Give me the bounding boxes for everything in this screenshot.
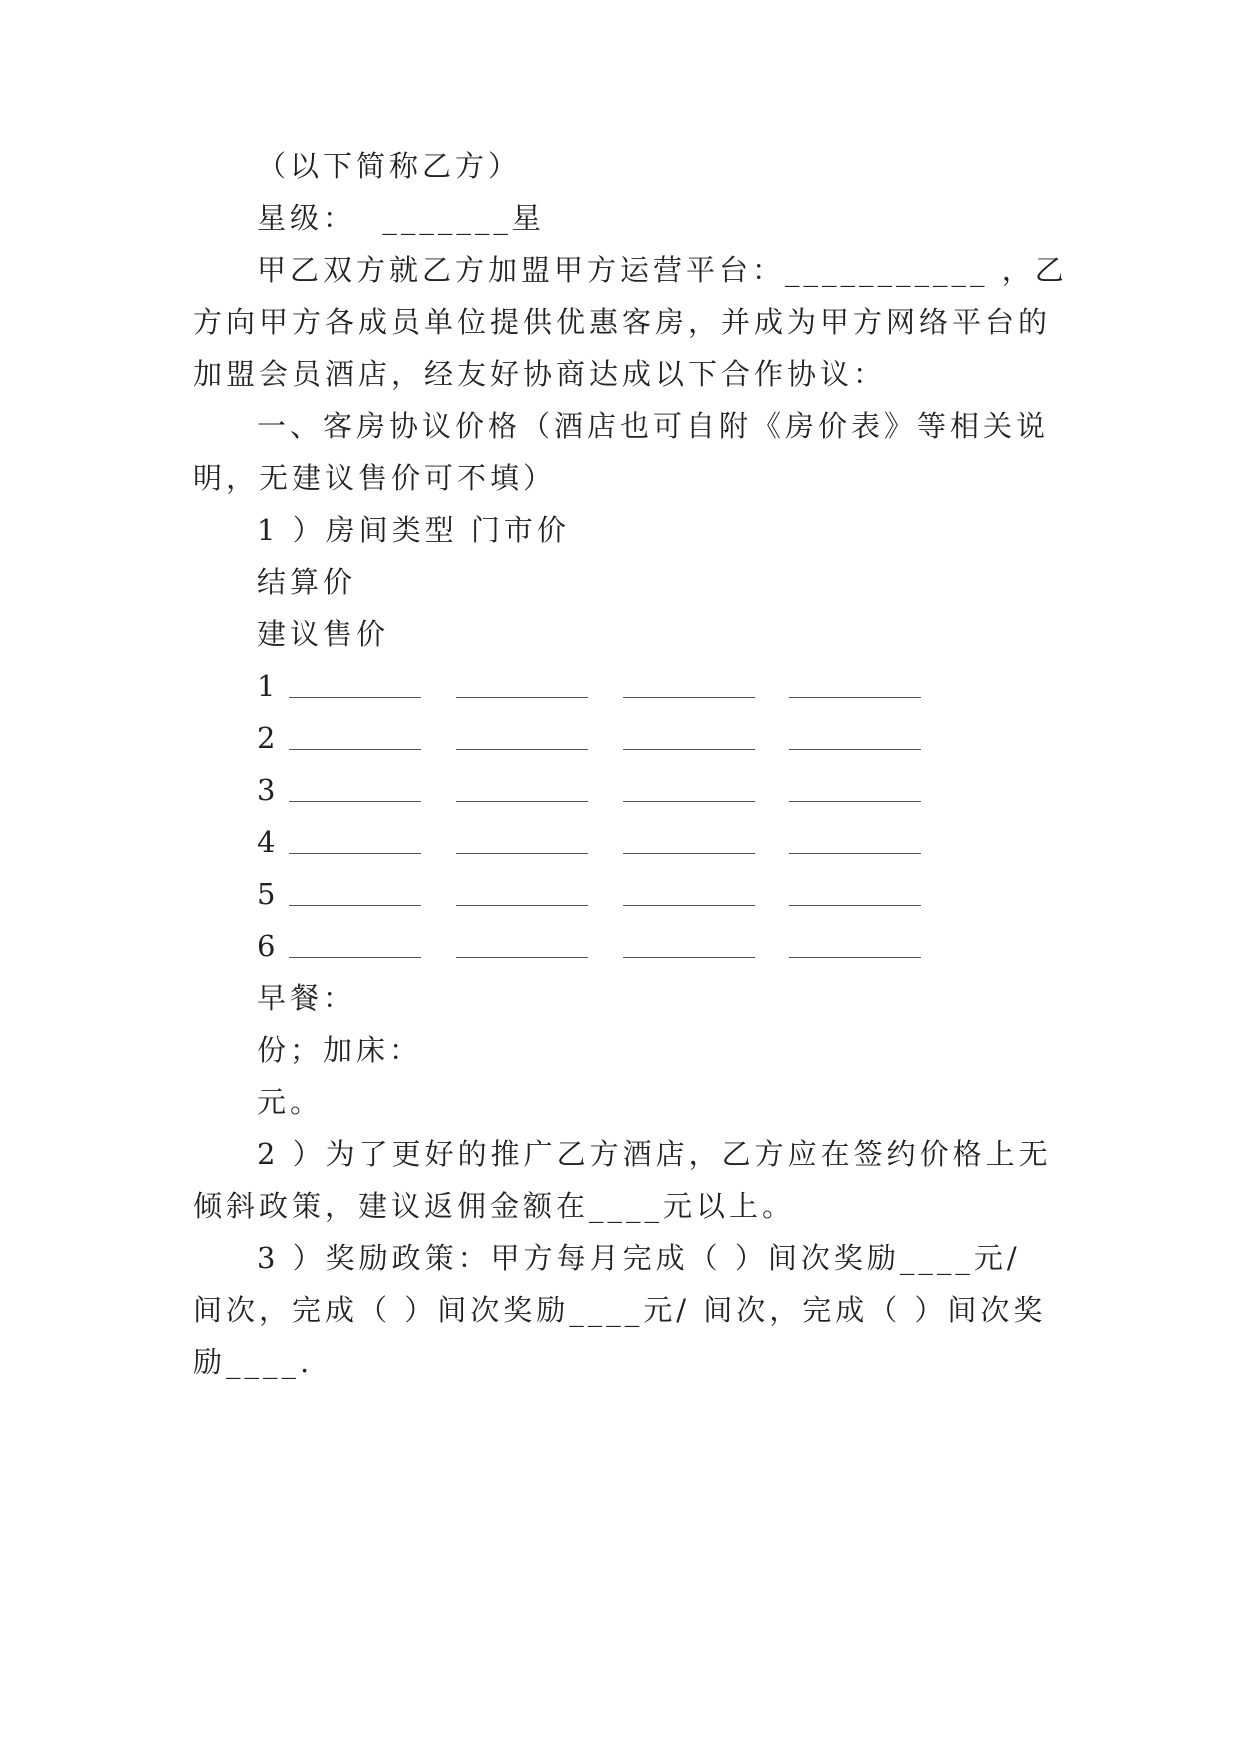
- breakfast-label: 早餐：: [257, 981, 357, 1015]
- intro-paragraph-line-3: 加盟会员酒店，经友好协商达成以下合作协议：: [193, 357, 887, 391]
- clause-three-line-3: 励____.: [193, 1345, 314, 1379]
- section-one-heading-line-1: 一、客房协议价格（酒店也可自附《房价表》等相关说: [257, 409, 1050, 443]
- price-table-row: [257, 657, 294, 715]
- intro-paragraph-line-1: 甲乙双方就乙方加盟甲方运营平台：___________ ，乙: [257, 253, 1068, 287]
- suggested-price-blank: [789, 853, 921, 854]
- row-number: 6: [257, 929, 276, 963]
- row-number: 3: [257, 773, 276, 807]
- row-number: 5: [257, 877, 276, 911]
- rack-rate-blank: [456, 905, 588, 906]
- price-table-row: [257, 917, 294, 975]
- row-number: 1: [257, 669, 276, 703]
- settlement-price-blank: [623, 697, 755, 698]
- settlement-price-blank: [623, 853, 755, 854]
- star-rating-line: 星级： _______星: [257, 201, 545, 235]
- intro-paragraph-line-2: 方向甲方各成员单位提供优惠客房，并成为甲方网络平台的: [193, 305, 1052, 339]
- room-type-blank: [289, 801, 421, 802]
- settlement-price-blank: [623, 905, 755, 906]
- rack-rate-blank: [456, 749, 588, 750]
- price-table-row: [257, 813, 294, 871]
- row-number: 4: [257, 825, 276, 859]
- suggested-price-blank: [789, 697, 921, 698]
- clause-three-line-1: 3 ）奖励政策：甲方每月完成（ ）间次奖励____元/: [257, 1241, 1021, 1275]
- room-type-blank: [289, 853, 421, 854]
- party-b-abbreviation: （以下简称乙方）: [257, 149, 522, 183]
- suggested-price-blank: [789, 905, 921, 906]
- rack-rate-blank: [456, 957, 588, 958]
- price-table-row: [257, 761, 294, 819]
- rack-rate-blank: [456, 801, 588, 802]
- settlement-price-blank: [623, 957, 755, 958]
- room-type-blank: [289, 957, 421, 958]
- extra-bed-label: 份；加床：: [257, 1033, 423, 1067]
- rack-rate-blank: [456, 697, 588, 698]
- settlement-price-blank: [623, 749, 755, 750]
- price-table-header: 1 ）房间类型 门市价: [257, 513, 570, 547]
- clause-two-line-1: 2 ）为了更好的推广乙方酒店，乙方应在签约价格上无: [257, 1137, 1052, 1171]
- room-type-blank: [289, 905, 421, 906]
- suggested-price-blank: [789, 801, 921, 802]
- settlement-price-label: 结算价: [257, 565, 357, 599]
- clause-two-line-2: 倾斜政策，建议返佣金额在____元以上。: [193, 1189, 796, 1223]
- settlement-price-blank: [623, 801, 755, 802]
- price-table-row: [257, 709, 294, 767]
- rack-rate-blank: [456, 853, 588, 854]
- suggested-price-blank: [789, 749, 921, 750]
- suggested-price-blank: [789, 957, 921, 958]
- clause-three-line-2: 间次，完成（ ）间次奖励____元/ 间次，完成（ ）间次奖: [193, 1293, 1047, 1327]
- yuan-unit-line: 元。: [257, 1085, 324, 1119]
- suggested-price-label: 建议售价: [257, 617, 390, 651]
- room-type-blank: [289, 749, 421, 750]
- price-table-row: [257, 865, 294, 923]
- section-one-heading-line-2: 明，无建议售价可不填）: [193, 461, 557, 495]
- row-number: 2: [257, 721, 276, 755]
- room-type-blank: [289, 697, 421, 698]
